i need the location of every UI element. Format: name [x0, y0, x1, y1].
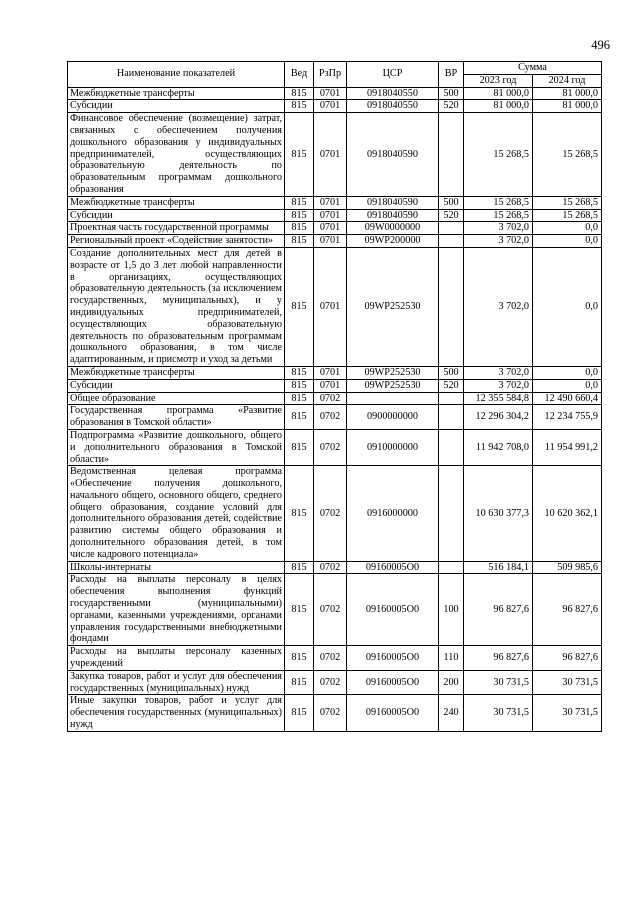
cell-rzpr: 0701	[314, 235, 347, 248]
cell-name: Ведомственная целевая программа «Обеспечение получения дошкольного, начального общего, основного общего, среднего общего образования, создание условий для дополнительного образования детей, содействие развитию системы общего образования и дополнительного образования детей, в том числе кадрового потенциала»	[68, 466, 285, 561]
table-row	[68, 113, 602, 197]
cell-y2024: 0,0	[533, 247, 602, 366]
table-row	[68, 670, 602, 695]
cell-csr: 0918040550	[347, 100, 439, 113]
cell-y2024: 10 620 362,1	[533, 466, 602, 561]
cell-name: Создание дополнительных мест для детей в возрасте от 1,5 до 3 лет любой направленности в организациях, осуществляющих образовательную деятельность (за исключением государственных, муниципальных), и у индивидуальных предпринимателей, осуществляющих образовательную деятельность по образовательным программам дошкольного образования, в том числе адаптированным, и присмотр и уход за детьми	[68, 247, 285, 366]
cell-csr: 0900000000	[347, 405, 439, 430]
cell-name: Субсидии	[68, 209, 285, 222]
cell-vr: 110	[439, 646, 464, 671]
cell-ved: 815	[285, 695, 314, 731]
cell-y2023: 30 731,5	[464, 670, 533, 695]
cell-y2024: 15 268,5	[533, 113, 602, 197]
cell-rzpr: 0702	[314, 670, 347, 695]
cell-ved: 815	[285, 466, 314, 561]
cell-rzpr: 0702	[314, 392, 347, 405]
page-number: 496	[591, 38, 610, 52]
cell-y2024: 0,0	[533, 366, 602, 379]
cell-csr: 09160005О0	[347, 574, 439, 646]
cell-vr	[439, 392, 464, 405]
cell-csr: 09WP252530	[347, 247, 439, 366]
cell-csr: 0918040590	[347, 209, 439, 222]
cell-y2023: 96 827,6	[464, 574, 533, 646]
cell-rzpr: 0702	[314, 466, 347, 561]
header-csr: ЦСР	[347, 62, 439, 88]
budget-table	[67, 61, 602, 732]
cell-ved: 815	[285, 247, 314, 366]
cell-vr	[439, 222, 464, 235]
cell-ved: 815	[285, 670, 314, 695]
cell-vr: 500	[439, 196, 464, 209]
table-row	[68, 561, 602, 574]
cell-y2023: 3 702,0	[464, 222, 533, 235]
cell-ved: 815	[285, 100, 314, 113]
cell-rzpr: 0701	[314, 247, 347, 366]
cell-vr	[439, 466, 464, 561]
cell-vr: 500	[439, 87, 464, 100]
cell-csr: 09W0000000	[347, 222, 439, 235]
cell-ved: 815	[285, 222, 314, 235]
cell-y2023: 96 827,6	[464, 646, 533, 671]
cell-ved: 815	[285, 392, 314, 405]
cell-name: Школы-интернаты	[68, 561, 285, 574]
cell-rzpr: 0701	[314, 100, 347, 113]
cell-name: Государственная программа «Развитие образования в Томской области»	[68, 405, 285, 430]
cell-y2024: 81 000,0	[533, 87, 602, 100]
cell-vr	[439, 113, 464, 197]
table-row	[68, 379, 602, 392]
cell-y2023: 11 942 708,0	[464, 429, 533, 465]
cell-vr: 100	[439, 574, 464, 646]
cell-y2024: 30 731,5	[533, 670, 602, 695]
cell-y2024: 15 268,5	[533, 196, 602, 209]
cell-rzpr: 0702	[314, 561, 347, 574]
header-rzpr: РзПр	[314, 62, 347, 88]
cell-rzpr: 0701	[314, 87, 347, 100]
cell-ved: 815	[285, 646, 314, 671]
cell-csr: 0916000000	[347, 466, 439, 561]
cell-rzpr: 0701	[314, 366, 347, 379]
cell-y2023: 15 268,5	[464, 209, 533, 222]
cell-y2024: 11 954 991,2	[533, 429, 602, 465]
cell-name: Расходы на выплаты персоналу казенных учреждений	[68, 646, 285, 671]
cell-name: Региональный проект «Содействие занятости»	[68, 235, 285, 248]
cell-rzpr: 0701	[314, 209, 347, 222]
cell-rzpr: 0701	[314, 113, 347, 197]
cell-vr	[439, 235, 464, 248]
cell-y2024: 12 490 660,4	[533, 392, 602, 405]
cell-name: Закупка товаров, работ и услуг для обеспечения государственных (муниципальных) нужд	[68, 670, 285, 695]
cell-csr: 09WP252530	[347, 366, 439, 379]
cell-ved: 815	[285, 87, 314, 100]
cell-y2024: 0,0	[533, 235, 602, 248]
cell-rzpr: 0702	[314, 405, 347, 430]
cell-name: Подпрограмма «Развитие дошкольного, общего и дополнительного образования в Томской области»	[68, 429, 285, 465]
cell-y2024: 509 985,6	[533, 561, 602, 574]
cell-name: Финансовое обеспечение (возмещение) затрат, связанных с обеспечением получения дошкольного образования у индивидуальных предпринимателей, осуществляющих образовательную деятельность по образовательным программам дошкольного образования	[68, 113, 285, 197]
cell-y2024: 96 827,6	[533, 574, 602, 646]
cell-vr: 520	[439, 209, 464, 222]
cell-ved: 815	[285, 561, 314, 574]
cell-name: Общее образование	[68, 392, 285, 405]
table-row	[68, 222, 602, 235]
cell-csr: 09160005О0	[347, 561, 439, 574]
table-row	[68, 646, 602, 671]
cell-name: Субсидии	[68, 379, 285, 392]
table-row	[68, 209, 602, 222]
cell-y2024: 0,0	[533, 222, 602, 235]
cell-ved: 815	[285, 366, 314, 379]
cell-y2024: 96 827,6	[533, 646, 602, 671]
table-row	[68, 695, 602, 731]
header-ved: Вед	[285, 62, 314, 88]
cell-vr	[439, 561, 464, 574]
cell-y2023: 15 268,5	[464, 113, 533, 197]
cell-y2023: 10 630 377,3	[464, 466, 533, 561]
cell-y2023: 3 702,0	[464, 235, 533, 248]
cell-csr	[347, 392, 439, 405]
table-row	[68, 429, 602, 465]
cell-y2023: 3 702,0	[464, 366, 533, 379]
table-row	[68, 87, 602, 100]
cell-vr: 240	[439, 695, 464, 731]
cell-rzpr: 0701	[314, 196, 347, 209]
cell-rzpr: 0701	[314, 222, 347, 235]
cell-y2024: 81 000,0	[533, 100, 602, 113]
cell-name: Субсидии	[68, 100, 285, 113]
cell-y2024: 15 268,5	[533, 209, 602, 222]
cell-y2023: 516 184,1	[464, 561, 533, 574]
cell-name: Межбюджетные трансферты	[68, 196, 285, 209]
cell-ved: 815	[285, 429, 314, 465]
cell-y2023: 3 702,0	[464, 247, 533, 366]
cell-csr: 09WP200000	[347, 235, 439, 248]
table-row	[68, 196, 602, 209]
cell-csr: 0918040590	[347, 196, 439, 209]
cell-vr	[439, 247, 464, 366]
cell-name: Межбюджетные трансферты	[68, 87, 285, 100]
cell-ved: 815	[285, 209, 314, 222]
cell-vr	[439, 429, 464, 465]
cell-y2023: 81 000,0	[464, 100, 533, 113]
cell-name: Проектная часть государственной программы	[68, 222, 285, 235]
header-2023: 2023 год	[464, 74, 533, 87]
cell-vr: 520	[439, 100, 464, 113]
cell-y2023: 30 731,5	[464, 695, 533, 731]
cell-y2024: 0,0	[533, 379, 602, 392]
table-row	[68, 100, 602, 113]
cell-y2023: 81 000,0	[464, 87, 533, 100]
table-row	[68, 466, 602, 561]
header-sum: Сумма	[464, 62, 602, 75]
cell-y2023: 12 296 304,2	[464, 405, 533, 430]
cell-csr: 0918040550	[347, 87, 439, 100]
table-row	[68, 247, 602, 366]
cell-name: Межбюджетные трансферты	[68, 366, 285, 379]
cell-csr: 09160005О0	[347, 695, 439, 731]
cell-vr: 200	[439, 670, 464, 695]
header-2024: 2024 год	[533, 74, 602, 87]
cell-vr	[439, 405, 464, 430]
cell-y2023: 12 355 584,8	[464, 392, 533, 405]
cell-rzpr: 0702	[314, 574, 347, 646]
cell-csr: 09160005О0	[347, 670, 439, 695]
cell-csr: 09WP252530	[347, 379, 439, 392]
cell-ved: 815	[285, 379, 314, 392]
cell-y2023: 3 702,0	[464, 379, 533, 392]
cell-rzpr: 0702	[314, 429, 347, 465]
header-name: Наименование показателей	[68, 62, 285, 88]
cell-ved: 815	[285, 405, 314, 430]
cell-vr: 500	[439, 366, 464, 379]
cell-ved: 815	[285, 196, 314, 209]
cell-rzpr: 0702	[314, 646, 347, 671]
cell-csr: 0910000000	[347, 429, 439, 465]
cell-y2024: 30 731,5	[533, 695, 602, 731]
header-vr: ВР	[439, 62, 464, 88]
cell-ved: 815	[285, 574, 314, 646]
table-row	[68, 235, 602, 248]
cell-rzpr: 0701	[314, 379, 347, 392]
cell-rzpr: 0702	[314, 695, 347, 731]
cell-name: Расходы на выплаты персоналу в целях обеспечения выполнения функций государственными (муниципальными) органами, казенными учреждениями, органами управления государственными внебюджетными фондами	[68, 574, 285, 646]
cell-csr: 0918040590	[347, 113, 439, 197]
cell-ved: 815	[285, 113, 314, 197]
cell-y2023: 15 268,5	[464, 196, 533, 209]
cell-y2024: 12 234 755,9	[533, 405, 602, 430]
table-row	[68, 574, 602, 646]
cell-vr: 520	[439, 379, 464, 392]
cell-ved: 815	[285, 235, 314, 248]
table-row	[68, 405, 602, 430]
table-row	[68, 392, 602, 405]
cell-csr: 09160005О0	[347, 646, 439, 671]
cell-name: Иные закупки товаров, работ и услуг для обеспечения государственных (муниципальных) нужд	[68, 695, 285, 731]
table-row	[68, 366, 602, 379]
